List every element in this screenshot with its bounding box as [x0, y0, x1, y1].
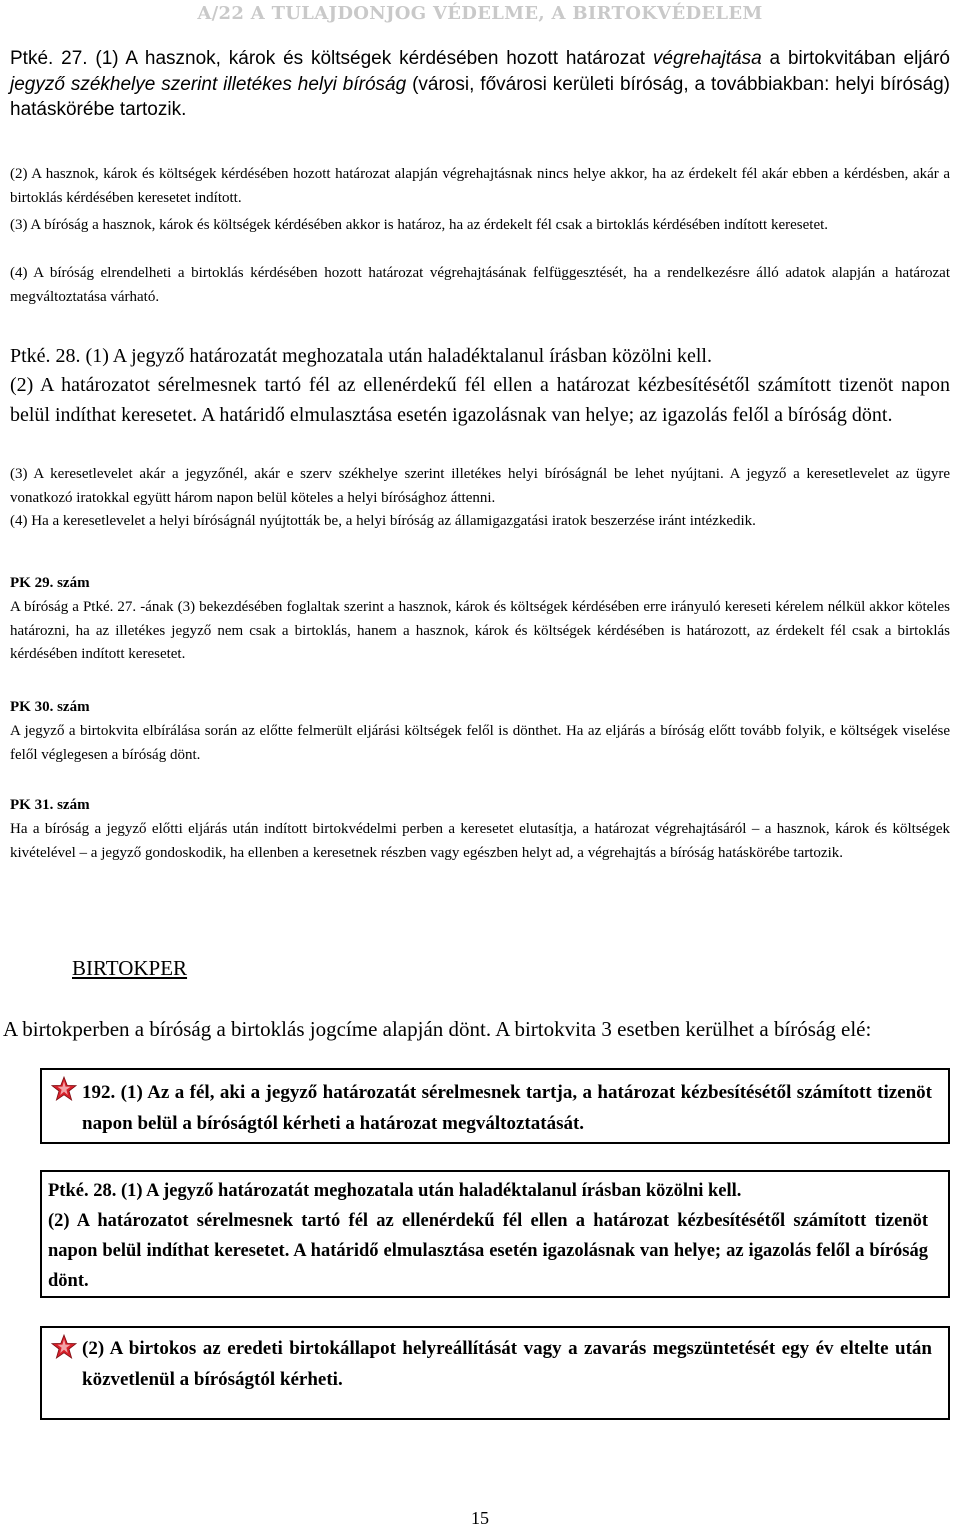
page-number: 15	[471, 1508, 489, 1528]
ptke27-p1-text-a: Ptké. 27. (1) A hasznok, károk és költségek kérdésében hozott határozat	[10, 48, 653, 69]
pk29-text: A bíróság a Ptké. 27. -ának (3) bekezdésében foglaltak szerint a hasznok, károk és költségek kérdésében erre irányuló kereseti kérelem nélkül akkor köteles határozni, ha az illetékes jegyző nem csak a birtoklás, hanem a hasznok, károk és költségek kérdésében is határozott, az érdekelt fél csak a birtoklás kérdésében indított keresetet.	[10, 599, 950, 662]
red-star-icon	[51, 1076, 77, 1102]
ptke27-p1-italic-1: végrehajtása	[652, 48, 762, 69]
ptke28-p3: (3) A keresetlevelet akár a jegyzőnél, akár e szerv székhelye szerint illetékes helyi bíróságnál be lehet nyújtani. A jegyző a keresetlevelet az ügyre vonatkozó iratokkal együtt három napon belül köteles a helyi bírósághoz áttenni.	[10, 466, 950, 506]
ptke28-box-p2: (2) A határozatot sérelmesnek tartó fél az ellenérdekű fél ellen a határozat kézbesítésétől számított tizenöt napon belül indíthat keresetet. A határidő elmulasztása esetén igazolásnak van helye; az igazolás felől a bíróság dönt.	[48, 1211, 928, 1291]
red-star-icon	[51, 1334, 77, 1360]
pk29-title: PK 29. szám	[10, 575, 90, 591]
pk30-title: PK 30. szám	[10, 699, 90, 715]
box-2-text: (2) A birtokos az eredeti birtokállapot helyreállítását vagy a zavarás megszüntetését egy év eltelte után közvetlenül a bíróságtól kérheti.	[82, 1338, 932, 1390]
ptke27-p4: (4) A bíróság elrendelheti a birtoklás kérdésében hozott határozat végrehajtásának felfüggesztését, ha a rendelkezésre álló adatok alapján a határozat megváltoztatása várható.	[10, 265, 950, 305]
pk31-title: PK 31. szám	[10, 797, 90, 813]
section-title-birtokper: BIRTOKPER	[72, 956, 188, 980]
box-192-text: 192. (1) Az a fél, aki a jegyző határozatát sérelmesnek tartja, a határozat kézbesítésétől számított tizenöt napon belül a bíróságtól kérheti a határozat megváltoztatását.	[82, 1082, 932, 1134]
ptke27-p3: (3) A bíróság a hasznok, károk és költségek kérdésében akkor is határoz, ha az érdekelt fél csak a birtoklás kérdésében indított keresetet.	[10, 217, 829, 233]
highlight-box-2	[40, 1326, 950, 1420]
ptke28-p1: Ptké. 28. (1) A jegyző határozatát meghozatala után haladéktalanul írásban közölni kell.	[10, 345, 712, 367]
ptke28-box-p1: Ptké. 28. (1) A jegyző határozatát meghozatala után haladéktalanul írásban közölni kell.	[48, 1181, 742, 1201]
highlight-box-192	[40, 1068, 950, 1144]
ptke27-p2: (2) A hasznok, károk és költségek kérdésében hozott határozat alapján végrehajtásnak nincs helye akkor, ha az érdekelt fél akár ebben a kérdésben, akár a birtoklás kérdésében keresetet indított.	[10, 166, 950, 206]
ptke27-p1-text-c: (városi, fővárosi kerületi bíróság, a továbbiakban: helyi bíróság) hatáskörébe tartozik.	[10, 73, 950, 120]
page-header: A/22 A TULAJDONJOG VÉDELME, A BIRTOKVÉDELEM	[197, 3, 763, 24]
pk31-text: Ha a bíróság a jegyző előtti eljárás után indított birtokvédelmi perben a keresetet elutasítja, a határozat végrehajtásáról – a hasznok, károk és költségek kivételével – a jegyző gondoskodik, ha ellenben a keresetnek részben vagy egészben helyt ad, a végrehajtás a bíróság hatáskörébe tartozik.	[10, 821, 950, 861]
ptke28-box	[40, 1170, 950, 1298]
birtokper-intro: A birtokperben a bíróság a birtoklás jogcíme alapján dönt. A birtokvita 3 esetben kerülhet a bíróság elé:	[3, 1017, 872, 1041]
ptke27-p1-italic-2: jegyző székhelye szerint illetékes helyi bíróság	[10, 73, 407, 95]
pk30-text: A jegyző a birtokvita elbírálása során az előtte felmerült eljárási költségek felől is dönthet. Ha az eljárás a bíróság előtt tovább folyik, e költségek viselése felől véglegesen a bíróság dönt.	[10, 723, 950, 763]
ptke27-p1	[10, 46, 950, 123]
ptke28-p2: (2) A határozatot sérelmesnek tartó fél az ellenérdekű fél ellen a határozat kézbesítésétől számított tizenöt napon belül indíthat keresetet. A határidő elmulasztása esetén igazolásnak van helye; az igazolás felől a bíróság dönt.	[10, 374, 950, 426]
ptke28-p4: (4) Ha a keresetlevelet a helyi bíróságnál nyújtották be, a helyi bíróság az államigazgatási iratok beszerzése iránt intézkedik.	[10, 513, 756, 529]
ptke27-p1-text-b: a birtokvitában eljáró	[761, 48, 950, 69]
ptke28-box-content	[48, 1176, 928, 1296]
